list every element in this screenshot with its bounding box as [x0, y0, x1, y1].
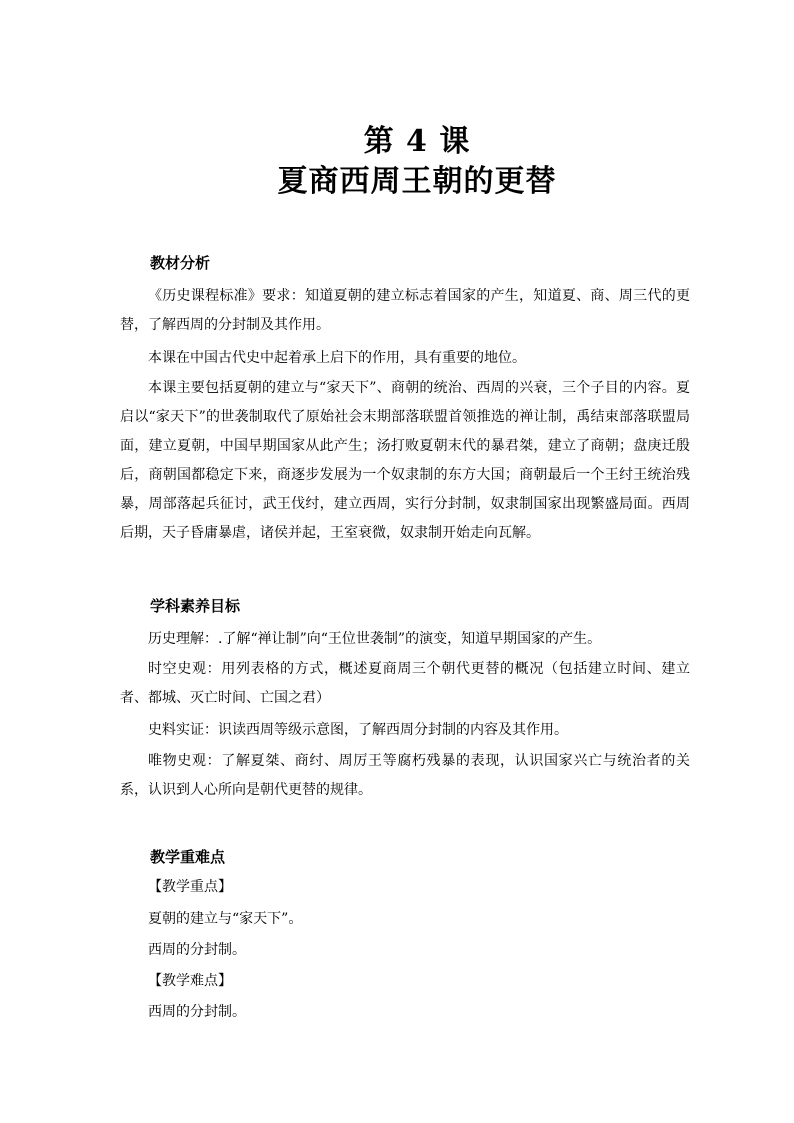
difficulty-item-1: 西周的分封制。 — [148, 1004, 246, 1020]
focus-item-1: 夏朝的建立与“家天下”。 — [148, 911, 303, 927]
difficulty-label: 【教学难点】 — [148, 973, 232, 989]
analysis-paragraph-3: 本课主要包括夏朝的建立与“家天下”、商朝的统治、西周的兴衰，三个子目的内容。夏启以“家天下”的世袭制取代了原始社会末期部落联盟首领推选的禅让制，禹结束部落联盟局面，建立夏朝，中国早期国家从此产生；汤打败夏朝末代的暴君桀，建立了商朝；盘庚迁殷后，商朝国都稳定下来，商逐步发展为一个奴隶制的东方大国；商朝最后一个王纣王统治残暴，周部落起兵征讨，武王伐纣，建立西周，实行分封制，奴隶制国家出现繁盛局面。西周后期，天子昏庸暴虐，诸侯并起，王室衰微，奴隶制开始走向瓦解。 — [120, 380, 690, 541]
goals-paragraph-3: 史料实证：识读西周等级示意图，了解西周分封制的内容及其作用。 — [148, 722, 568, 738]
key-points-heading: 教学重难点 — [150, 848, 226, 866]
goals-paragraph-2: 时空史观：用列表格的方式，概述夏商周三个朝代更替的概况（包括建立时间、建立者、都城、灭亡时间、亡国之君） — [120, 661, 690, 706]
focus-item-2: 西周的分封制。 — [148, 942, 246, 958]
goals-paragraph-4: 唯物史观：了解夏桀、商纣、周厉王等腐朽残暴的表现，认识国家兴亡与统治者的关系，认识到人心所向是朝代更替的规律。 — [120, 753, 690, 798]
focus-label: 【教学重点】 — [148, 879, 232, 895]
analysis-paragraph-1: 《历史课程标准》要求：知道夏朝的建立标志着国家的产生，知道夏、商、周三代的更替，了解西周的分封制及其作用。 — [120, 288, 690, 333]
lesson-number: 第 4 课 — [363, 124, 471, 159]
analysis-paragraph-2: 本课在中国古代史中起着承上启下的作用，具有重要的地位。 — [148, 350, 526, 366]
goals-paragraph-1: 历史理解：.了解“禅让制”向“王位世袭制”的演变，知道早期国家的产生。 — [148, 631, 602, 647]
goals-heading: 学科素养目标 — [150, 597, 241, 615]
lesson-title: 夏商西周王朝的更替 — [277, 164, 557, 199]
analysis-heading: 教材分析 — [150, 254, 211, 272]
